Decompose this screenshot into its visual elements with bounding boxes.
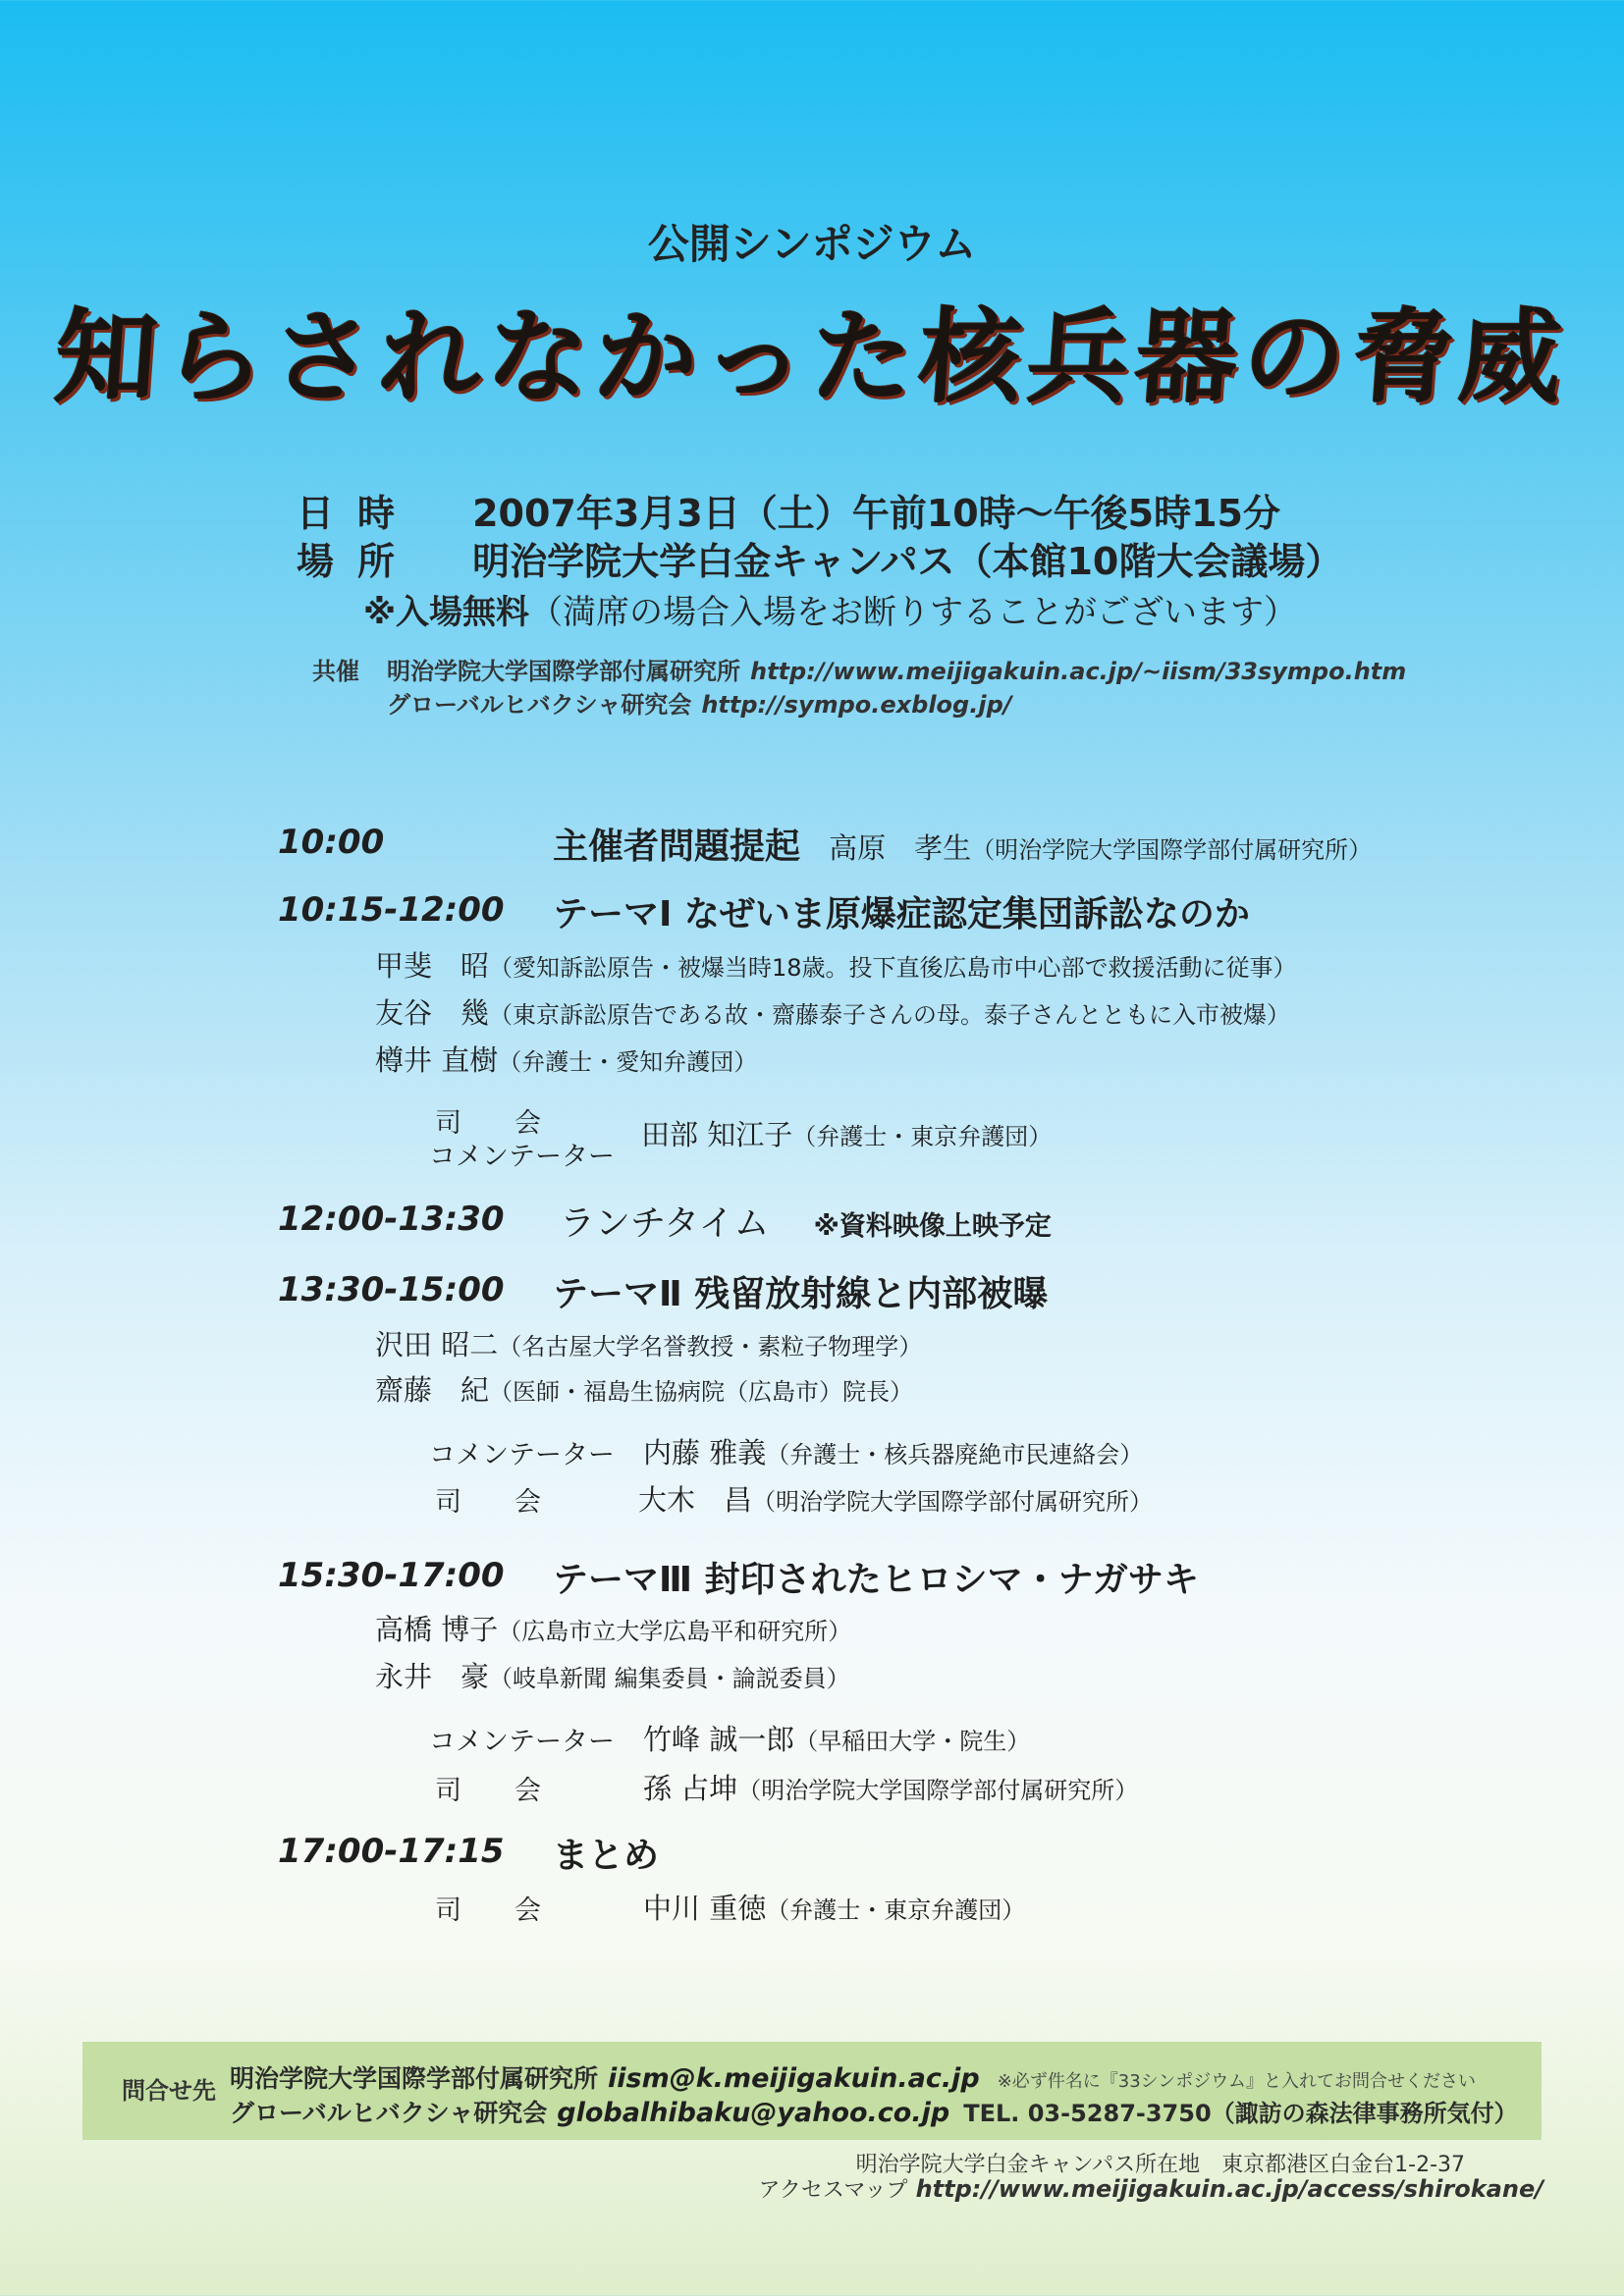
session-3-title: ランチタイム [560, 1203, 770, 1244]
chair-name: 大木 昌 [638, 1483, 753, 1517]
session-3-note: ※資料映像上映予定 [813, 1211, 1052, 1242]
contact-email-1[interactable]: iism@k.meijigakuin.ac.jp [608, 2063, 980, 2094]
session-4-speaker-1 [375, 1323, 922, 1363]
session-5-commentator [643, 1718, 1030, 1758]
session-2-moderator [641, 1113, 1052, 1153]
session-1-affiliation: （明治学院大学国際学部付属研究所） [971, 836, 1373, 864]
session-4-chair-role: 司 会 [435, 1487, 541, 1518]
date-value: 2007年3月3日（土）午前10時～午後5時15分 [472, 492, 1280, 535]
session-5-chair [643, 1767, 1138, 1807]
commentator-name: 竹峰 誠一郎 [643, 1723, 795, 1756]
chair-name: 中川 重徳 [643, 1892, 767, 1925]
session-2-role-chair: 司 会 [435, 1108, 541, 1139]
session-4-title: テーマⅡ 残留放射線と内部被曝 [553, 1274, 1049, 1314]
event-type: 公開シンポジウム [647, 220, 977, 268]
session-6-chair-role: 司 会 [435, 1896, 541, 1926]
speaker-affiliation: （弁護士・愛知弁護団） [498, 1048, 758, 1076]
session-1-title: 主催者問題提起 [553, 827, 801, 867]
place-label: 場所 [297, 540, 419, 583]
campus-address: 明治学院大学白金キャンパス所在地 東京都港区白金台1-2-37 [855, 2153, 1465, 2177]
speaker-name: 友谷 幾 [375, 996, 490, 1030]
session-5-speaker-1 [375, 1608, 851, 1648]
contact-note: ※必ず件名に『33シンポジウム』と入れてお問合せください [997, 2071, 1477, 2092]
speaker-name: 齋藤 紀 [375, 1373, 490, 1407]
session-6-title: まとめ [553, 1836, 660, 1876]
cosponsor-label: 共催 [312, 658, 359, 685]
session-2-speaker-1 [375, 944, 1297, 985]
date-label: 日時 [297, 492, 419, 535]
contact-tel: TEL. 03-5287-3750（諏訪の森法律事務所気付） [963, 2100, 1518, 2127]
contact-org-1: 明治学院大学国際学部付属研究所 [230, 2064, 599, 2093]
chair-affiliation: （明治学院大学国際学部付属研究所） [737, 1777, 1139, 1804]
session-2-role-commentator: コメンテーター [429, 1142, 615, 1172]
contact-row-2 [230, 2094, 1518, 2129]
session-2-time: 10:15-12:00 [278, 890, 505, 930]
session-2-title: テーマⅠ なぜいま原爆症認定集団訴訟なのか [553, 894, 1250, 934]
contact-row-1 [230, 2059, 1476, 2095]
speaker-affiliation: （愛知訴訟原告・被爆当時18歳。投下直後広島市中心部で救援活動に従事） [489, 954, 1297, 982]
place-row [297, 531, 1342, 585]
session-1-time: 10:00 [278, 823, 385, 862]
session-5-speaker-2 [375, 1655, 850, 1695]
moderator-affiliation: （弁護士・東京弁護団） [792, 1123, 1053, 1150]
contact-org-2: グローバルヒバクシャ研究会 [230, 2099, 548, 2127]
speaker-name: 永井 豪 [375, 1660, 490, 1693]
cosponsor-url-1[interactable]: http://www.meijigakuin.ac.jp/~iism/33sympo.htm [750, 658, 1407, 685]
admission-note [363, 585, 1297, 633]
session-6-time: 17:00-17:15 [278, 1832, 505, 1871]
admission-caveat: （満席の場合入場をお断りすることがございます） [529, 593, 1298, 632]
moderator-name: 田部 知江子 [641, 1118, 793, 1151]
session-5-time: 15:30-17:00 [278, 1556, 505, 1595]
access-map [759, 2173, 1543, 2204]
access-map-label: アクセスマップ [758, 2178, 908, 2203]
session-1 [553, 819, 1372, 869]
contact-email-2[interactable]: globalhibaku@yahoo.co.jp [557, 2098, 950, 2128]
session-6-chair [643, 1887, 1025, 1927]
date-row [297, 483, 1280, 537]
speaker-affiliation: （東京訴訟原告である故・齋藤泰子さんの母。泰子さんとともに入市被爆） [489, 1001, 1291, 1029]
session-4-speaker-2 [375, 1368, 913, 1409]
commentator-affiliation: （早稲田大学・院生） [794, 1728, 1031, 1755]
session-1-speaker: 高原 孝生 [829, 831, 972, 865]
access-map-url[interactable]: http://www.meijigakuin.ac.jp/access/shirokane/ [915, 2175, 1543, 2203]
session-3-time: 12:00-13:30 [278, 1200, 505, 1239]
session-5-chair-role: 司 会 [435, 1776, 541, 1806]
chair-name: 孫 占坤 [643, 1772, 738, 1805]
cosponsor-row-2 [387, 685, 1012, 720]
session-4-chair [638, 1478, 1153, 1519]
session-2-speaker-3 [375, 1039, 757, 1079]
cosponsor-row-1 [387, 652, 1406, 686]
contact-label: 問合せ先 [122, 2077, 216, 2105]
cosponsor-url-2[interactable]: http://sympo.exblog.jp/ [701, 691, 1012, 719]
speaker-name: 甲斐 昭 [375, 949, 490, 983]
place-value: 明治学院大学白金キャンパス（本館10階大会議場） [472, 540, 1343, 583]
speaker-name: 高橋 博子 [375, 1613, 499, 1646]
admission-free: ※入場無料 [363, 593, 530, 632]
speaker-name: 樽井 直樹 [375, 1043, 499, 1077]
commentator-name: 内藤 雅義 [643, 1436, 767, 1469]
session-4-commentator-role: コメンテーター [429, 1440, 615, 1470]
speaker-affiliation: （名古屋大学名誉教授・素粒子物理学） [498, 1333, 923, 1361]
speaker-affiliation: （広島市立大学広島平和研究所） [498, 1618, 852, 1645]
session-4-commentator [643, 1431, 1143, 1471]
session-5-commentator-role: コメンテーター [429, 1727, 615, 1757]
session-4-time: 13:30-15:00 [278, 1270, 505, 1309]
cosponsor-org-1: 明治学院大学国際学部付属研究所 [387, 658, 740, 685]
commentator-affiliation: （弁護士・核兵器廃絶市民連絡会） [766, 1441, 1144, 1468]
chair-affiliation: （明治学院大学国際学部付属研究所） [752, 1488, 1154, 1516]
speaker-affiliation: （医師・福島生協病院（広島市）院長） [489, 1378, 914, 1406]
session-2-speaker-2 [375, 991, 1290, 1032]
cosponsor-org-2: グローバルヒバクシャ研究会 [387, 691, 692, 719]
speaker-affiliation: （岐阜新聞 編集委員・論説委員） [489, 1665, 850, 1692]
chair-affiliation: （弁護士・東京弁護団） [766, 1896, 1026, 1924]
session-5-title: テーマⅢ 封印されたヒロシマ・ナガサキ [553, 1560, 1199, 1600]
speaker-name: 沢田 昭二 [375, 1328, 499, 1362]
session-3 [560, 1196, 1052, 1246]
event-title: 知らされなかった核兵器の脅威 [51, 296, 1572, 417]
